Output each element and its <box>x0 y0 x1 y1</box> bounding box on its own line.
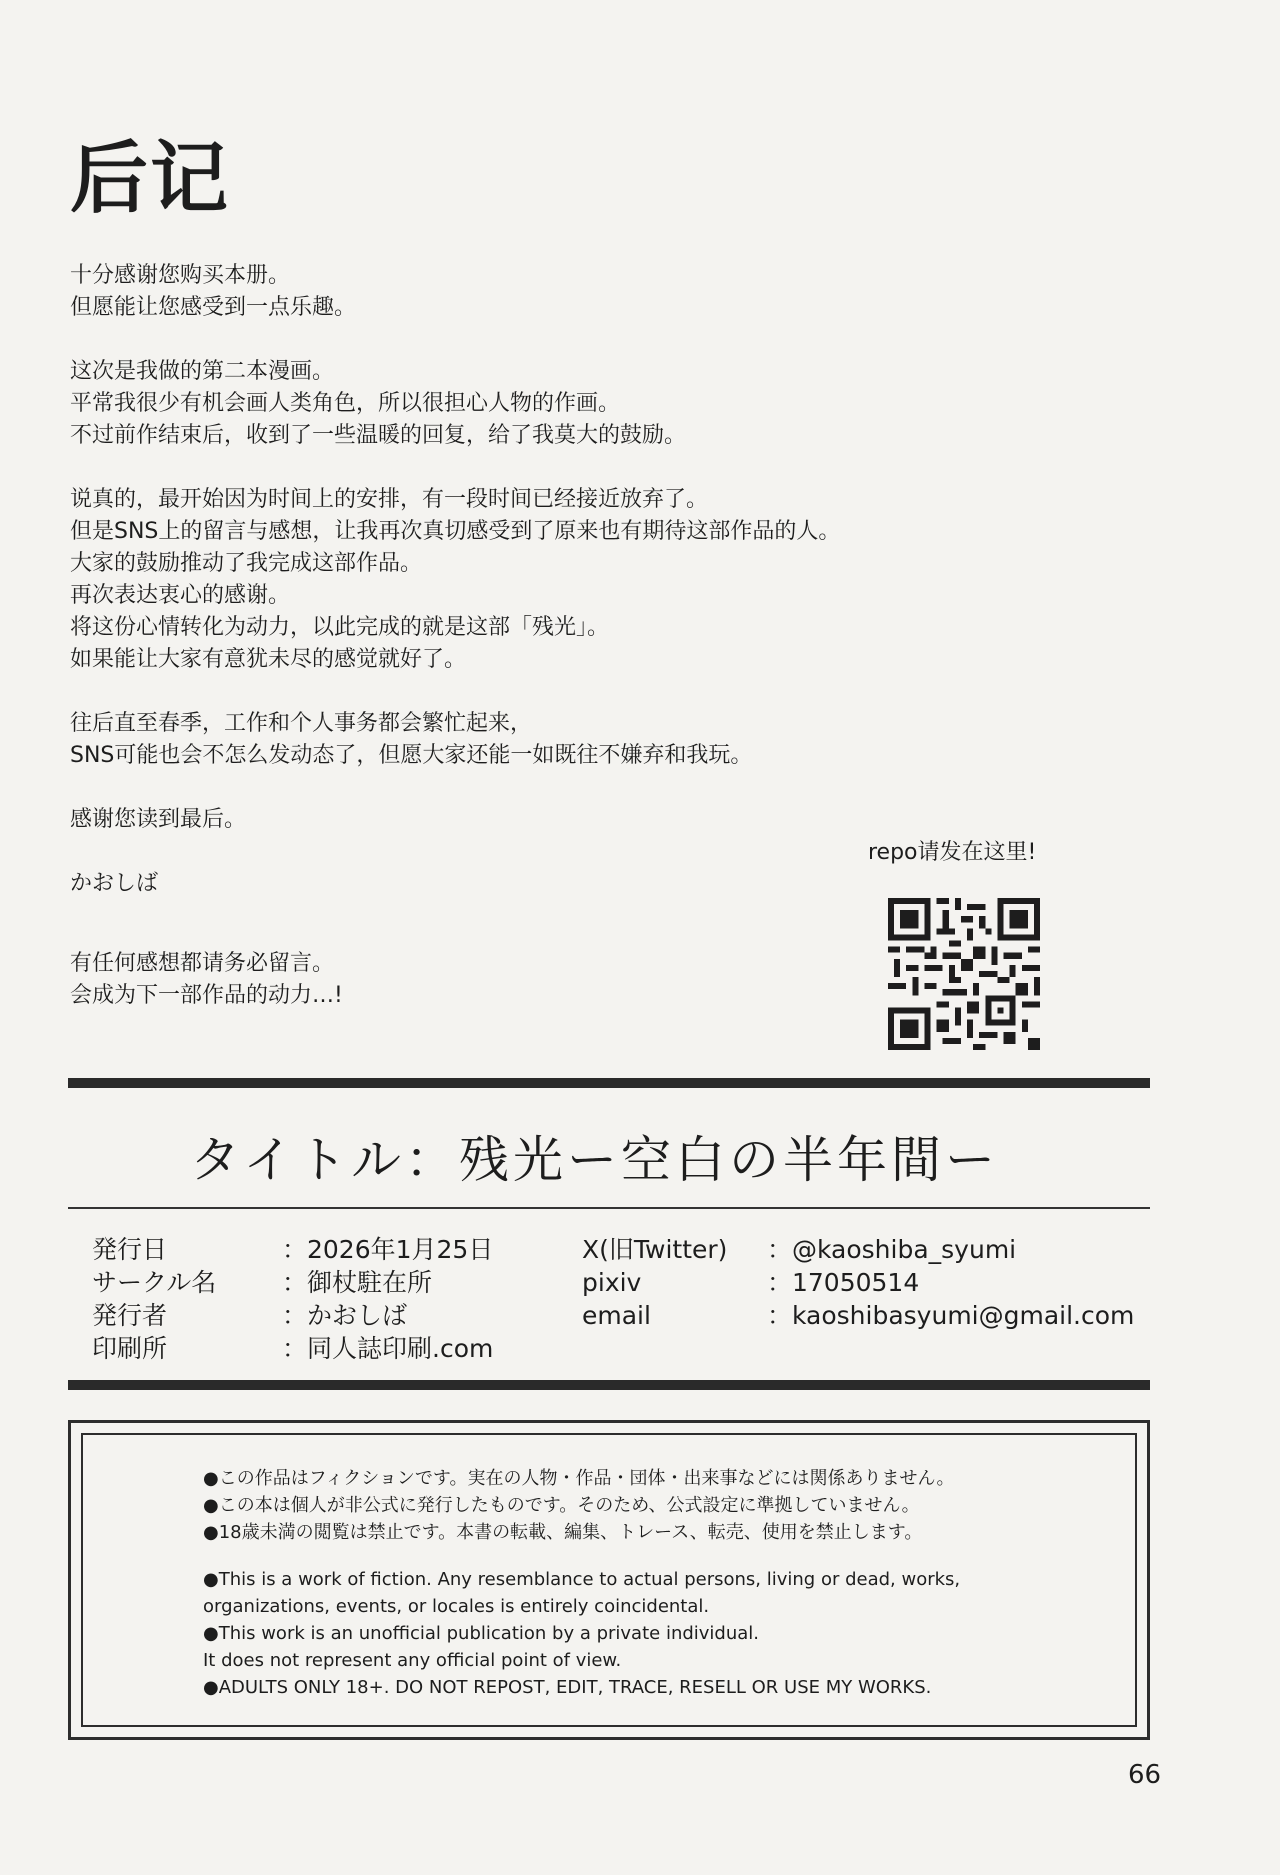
info-row <box>92 1332 493 1365</box>
info-value: ：2026年1月25日 <box>282 1235 494 1264</box>
paragraph <box>70 356 1000 452</box>
afterword-body <box>70 260 1000 1044</box>
divider <box>68 1078 1150 1088</box>
info-value: ：同人誌印刷.com <box>282 1334 494 1363</box>
text-line: 但愿能让您感受到一点乐趣。 <box>70 295 357 320</box>
email-address: ：kaoshibasyumi@gmail.com <box>767 1301 1135 1330</box>
disclaimer-line: ●This is a work of fiction. Any resemblance to actual persons, living or dead, works, <box>203 1569 961 1590</box>
qr-block <box>868 838 1068 1054</box>
author-signature <box>70 868 1000 900</box>
disclaimer-line: ●ADULTS ONLY 18+. DO NOT REPOST, EDIT, TRACE, RESELL OR USE MY WORKS. <box>203 1677 932 1698</box>
paragraph <box>70 484 1000 676</box>
paragraph <box>70 260 1000 324</box>
qr-code-icon <box>888 898 1040 1050</box>
text-line: 如果能让大家有意犹未尽的感觉就好了。 <box>70 647 467 672</box>
text-line: 十分感谢您购买本册。 <box>70 263 291 288</box>
info-label: サークル名 <box>92 1268 217 1297</box>
text-line: 平常我很少有机会画人类角色，所以很担心人物的作画。 <box>70 391 621 416</box>
text-line: 不过前作结束后，收到了一些温暖的回复，给了我莫大的鼓励。 <box>70 423 687 448</box>
disclaimer-inner-frame <box>81 1433 1137 1727</box>
info-row <box>582 1299 1134 1332</box>
disclaimer-line: It does not represent any official point of view. <box>203 1650 622 1671</box>
pixiv-id: ：17050514 <box>767 1268 920 1297</box>
info-value: ：かおしば <box>282 1301 408 1330</box>
text-line: 说真的，最开始因为时间上的安排，有一段时间已经接近放弃了。 <box>70 487 709 512</box>
text-line: 再次表达衷心的感谢。 <box>70 583 291 608</box>
qr-caption: repo请发在这里! <box>868 840 1037 865</box>
paragraph <box>70 708 1000 772</box>
text-line: 会成为下一部作品的动力…! <box>70 983 343 1008</box>
text-line: 将这份心情转化为动力，以此完成的就是这部「残光」。 <box>70 615 610 640</box>
disclaimer-line: organizations, events, or locales is entirely coincidental. <box>203 1596 710 1617</box>
text-line: SNS可能也会不怎么发动态了，但愿大家还能一如既往不嫌弃和我玩。 <box>70 743 753 768</box>
text-line: かおしば <box>70 871 159 896</box>
disclaimer-text <box>203 1465 1103 1701</box>
text-line: 感谢您读到最后。 <box>70 807 247 832</box>
text-line: 有任何感想都请务必留言。 <box>70 951 335 976</box>
info-row <box>582 1266 1134 1299</box>
paragraph <box>70 948 1000 1012</box>
info-label: email <box>582 1301 651 1330</box>
info-label: 発行者 <box>92 1301 168 1330</box>
info-value: ：御杖駐在所 <box>282 1268 433 1297</box>
disclaimer-line: ●This work is an unofficial publication by a private individual. <box>203 1623 760 1644</box>
info-label: X(旧Twitter) <box>582 1235 728 1264</box>
info-row <box>582 1233 1134 1266</box>
afterword-title: 后记 <box>70 134 231 224</box>
divider <box>68 1207 1150 1209</box>
text-line: 但是SNS上的留言与感想，让我再次真切感受到了原来也有期待这部作品的人。 <box>70 519 841 544</box>
info-label: 発行日 <box>92 1235 168 1264</box>
disclaimer-line: ●この作品はフィクションです。実在の人物・作品・団体・出来事などには関係ありません。 <box>203 1468 955 1489</box>
publication-info <box>92 1233 493 1365</box>
text-line: 这次是我做的第二本漫画。 <box>70 359 335 384</box>
info-row <box>92 1266 493 1299</box>
info-row <box>92 1299 493 1332</box>
paragraph <box>70 804 1000 836</box>
text-line: 往后直至春季，工作和个人事务都会繁忙起来， <box>70 711 533 736</box>
info-label: 印刷所 <box>92 1334 168 1363</box>
contact-info <box>582 1233 1134 1332</box>
disclaimer-line: ●この本は個人が非公式に発行したものです。そのため、公式設定に準拠していません。 <box>203 1495 920 1516</box>
disclaimer-line: ●18歳未満の閲覧は禁止です。本書の転載、編集、トレース、転売、使用を禁止します。 <box>203 1522 923 1543</box>
divider <box>68 1380 1150 1390</box>
info-row <box>92 1233 493 1266</box>
page-number: 66 <box>1128 1760 1162 1790</box>
work-title: タイトル：残光ー空白の半年間ー <box>190 1131 999 1189</box>
text-line: 大家的鼓励推动了我完成这部作品。 <box>70 551 423 576</box>
twitter-handle: ：@kaoshiba_syumi <box>767 1235 1017 1264</box>
disclaimer-box <box>68 1420 1150 1740</box>
info-label: pixiv <box>582 1268 642 1297</box>
